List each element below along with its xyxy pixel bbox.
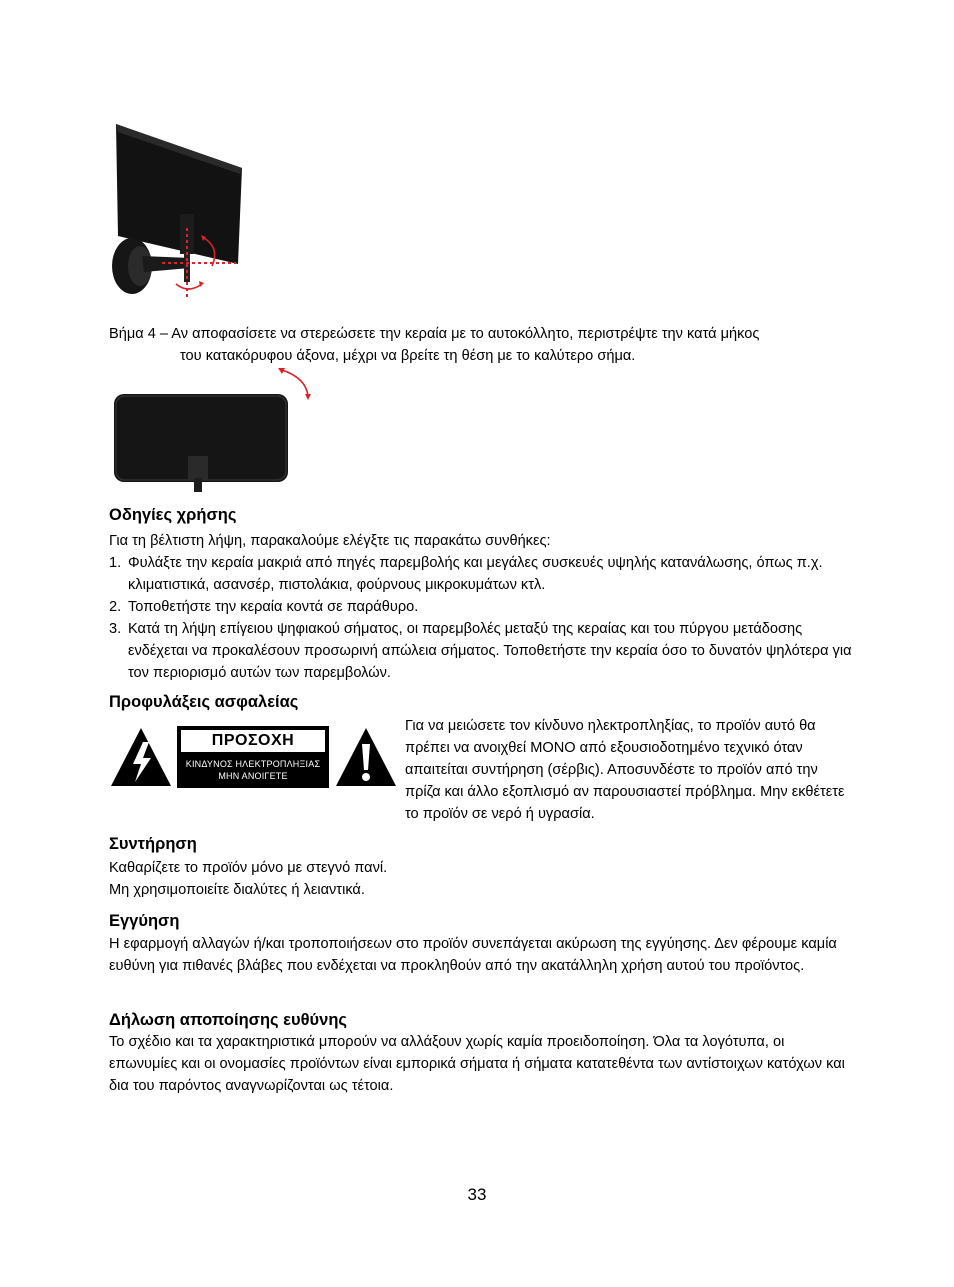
maintenance-line1: Καθαρίζετε το προϊόν μόνο με στεγνό πανί.: [109, 860, 388, 876]
exclamation-warning-icon: [334, 726, 398, 788]
list-item: [109, 618, 854, 684]
list-item-text: Κατά τη λήψη επίγειου ψηφιακού σήματος, οι παρεμβολές μεταξύ της κεραίας και του πύργου μετάδοσης ενδέχεται να προκαλέσουν προσωρινή απώλεια σήματος. Τοποθετήστε την κεραία όσο το δυνατόν ψηλότερα για τον περιορισμό αυτών των παρεμβολών.: [128, 621, 852, 681]
disclaimer-heading: Δήλωση αποποίησης ευθύνης: [109, 1011, 347, 1029]
step4-line1: Βήμα 4 – Αν αποφασίσετε να στερεώσετε την κεραία με το αυτοκόλλητο, περιστρέψτε την κατά μήκος: [109, 326, 760, 342]
warning-label-line2: ΜΗΝ ΑΝΟΙΓΕΤΕ: [218, 771, 288, 781]
safety-heading: Προφυλάξεις ασφαλείας: [109, 693, 299, 711]
warranty-text: Η εφαρμογή αλλαγών ή/και τροποποιήσεων στο προϊόν συνεπάγεται ακύρωση της εγγύησης. Δεν φέρουμε καμία ευθύνη για πιθανές βλάβες που ενδέχεται να προκληθούν από την ακατάλληλη χρήση αυτού του προϊόντος.: [109, 936, 837, 974]
maintenance-line2: Μη χρησιμοποιείτε διαλύτες ή λειαντικά.: [109, 882, 365, 898]
list-item: [109, 552, 854, 596]
lightning-warning-icon: [109, 726, 173, 788]
list-item-number: 2.: [109, 599, 122, 615]
warning-label-title: ΠΡΟΣΟΧΗ: [181, 730, 325, 752]
list-item-text: Φυλάξτε την κεραία μακριά από πηγές παρεμβολής και μεγάλες συσκευές υψηλής κατανάλωσης, όπως π.χ. κλιματιστικά, ασανσέρ, πιστολάκια, φούρνους μικροκυμάτων κτλ.: [128, 555, 823, 593]
list-item-text: Τοποθετήστε την κεραία κοντά σε παράθυρο.: [128, 599, 419, 615]
page-number: 33: [467, 1185, 487, 1204]
antenna-wall-mount-image: [104, 118, 246, 308]
usage-intro: Για τη βέλτιστη λήψη, παρακαλούμε ελέγξτε τις παρακάτω συνθήκες:: [109, 533, 551, 549]
list-item-number: 1.: [109, 555, 122, 571]
list-item-number: 3.: [109, 621, 122, 637]
antenna-flat-image: [108, 364, 316, 494]
usage-heading: Οδηγίες χρήσης: [109, 506, 237, 524]
maintenance-heading: Συντήρηση: [109, 835, 197, 853]
warning-label-line1: ΚΙΝΔΥΝΟΣ ΗΛΕΚΤΡΟΠΛΗΞΙΑΣ: [185, 759, 321, 769]
warranty-heading: Εγγύηση: [109, 912, 180, 930]
list-item: [109, 596, 854, 618]
disclaimer-text: Το σχέδιο και τα χαρακτηριστικά μπορούν να αλλάξουν χωρίς καμία προειδοποίηση. Όλα τα λογότυπα, οι επωνυμίες και οι ονομασίες προϊόντων είναι εμπορικά σήματα ή σήματα κατατεθέντα των αντίστοιχων κατόχων και δια του παρόντος αναγνωρίζονται ως τέτοια.: [109, 1034, 845, 1094]
safety-text: Για να μειώσετε τον κίνδυνο ηλεκτροπληξίας, το προϊόν αυτό θα πρέπει να ανοιχθεί ΜΟΝΟ από εξουσιοδοτημένο τεχνικό όταν απαιτείται συντήρηση (σέρβις). Αποσυνδέστε το προϊόν από την πρίζα και άλλο εξοπλισμό αν παρουσιαστεί πρόβλημα. Μην εκθέτετε το προϊόν σε νερό ή υγρασία.: [405, 718, 845, 822]
step4-line2: του κατακόρυφου άξονα, μέχρι να βρείτε τη θέση με το καλύτερο σήμα.: [180, 348, 636, 364]
warning-label: [177, 726, 329, 788]
